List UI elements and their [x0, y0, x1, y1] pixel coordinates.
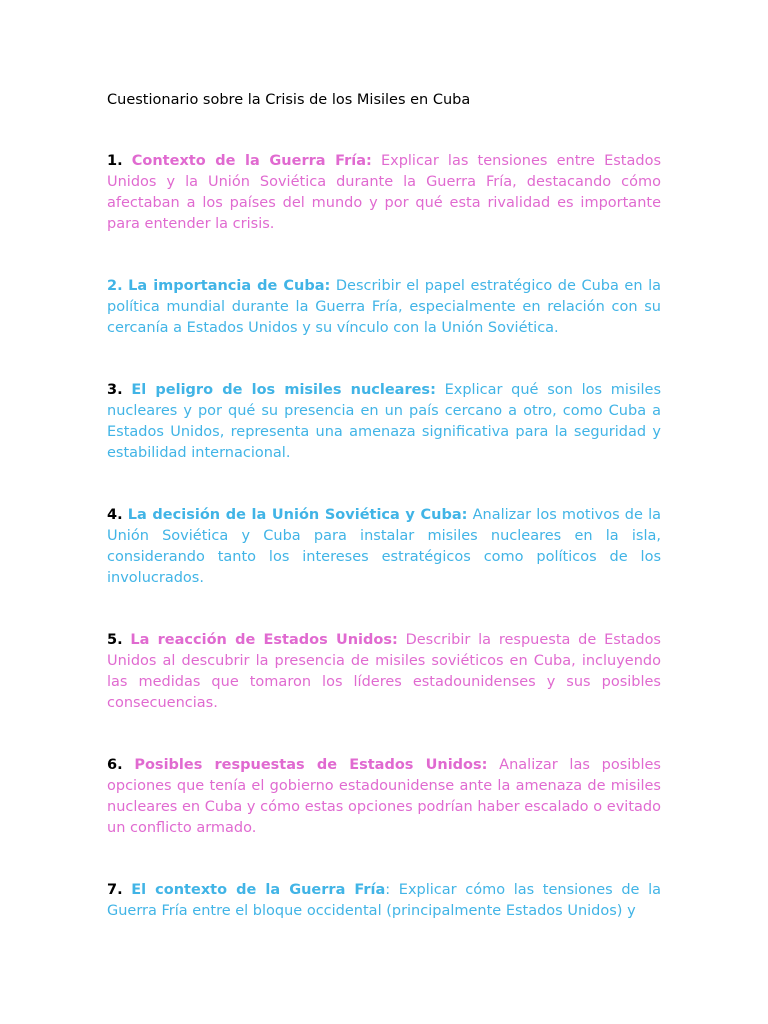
question-3 — [107, 380, 661, 464]
question-number: 4. — [107, 507, 123, 523]
question-number: 6. — [107, 757, 123, 773]
question-body: Describir la respuesta de Estados Unidos al descubrir la presencia de misiles soviéticos en Cuba, incluyendo las medidas que tomaron los líderes estadounidenses y sus posibles consecuencias. — [107, 632, 661, 711]
document-title: Cuestionario sobre la Crisis de los Misiles en Cuba — [107, 92, 471, 108]
question-4 — [107, 505, 661, 589]
question-heading: El peligro de los misiles nucleares: — [131, 382, 436, 398]
question-heading: La decisión de la Unión Soviética y Cuba: — [127, 507, 468, 523]
question-body: Analizar las posibles opciones que tenía el gobierno estadounidense ante la amenaza de misiles nucleares en Cuba y cómo estas opciones podrían haber escalado o evitado un conflicto armado. — [107, 757, 661, 836]
question-heading: Posibles respuestas de Estados Unidos: — [134, 757, 488, 773]
question-2 — [107, 276, 661, 339]
document-page — [107, 90, 661, 963]
question-heading: Contexto de la Guerra Fría: — [131, 153, 372, 169]
question-body: Explicar las tensiones entre Estados Unidos y la Unión Soviética durante la Guerra Fría, destacando cómo afectaban a los países del mundo y por qué esta rivalidad es importante para entender la crisis. — [107, 153, 661, 232]
question-body: Analizar los motivos de la Unión Soviética y Cuba para instalar misiles nucleares en la isla, considerando tanto los intereses estratégicos como políticos de los involucrados. — [107, 507, 662, 586]
question-body: : Explicar cómo las tensiones de la Guerra Fría entre el bloque occidental (principalmente Estados Unidos) y — [107, 882, 661, 919]
question-number: 1. — [107, 153, 123, 169]
question-number: 7. — [107, 882, 123, 898]
question-body: Explicar qué son los misiles nucleares y por qué su presencia en un país cercano a otro, como Cuba a Estados Unidos, representa una amenaza significativa para la seguridad y estabilidad internacional. — [107, 382, 661, 461]
question-heading: La reacción de Estados Unidos: — [130, 632, 398, 648]
question-6 — [107, 755, 661, 839]
question-7 — [107, 880, 661, 922]
question-number: 5. — [107, 632, 123, 648]
question-body: Describir el papel estratégico de Cuba en la política mundial durante la Guerra Fría, especialmente en relación con su cercanía a Estados Unidos y su vínculo con la Unión Soviética. — [107, 278, 662, 336]
question-number: 2. — [107, 278, 123, 294]
question-heading: La importancia de Cuba: — [128, 278, 331, 294]
question-number: 3. — [107, 382, 123, 398]
question-5 — [107, 630, 661, 714]
question-heading: El contexto de la Guerra Fría — [131, 882, 386, 898]
question-1 — [107, 151, 661, 235]
